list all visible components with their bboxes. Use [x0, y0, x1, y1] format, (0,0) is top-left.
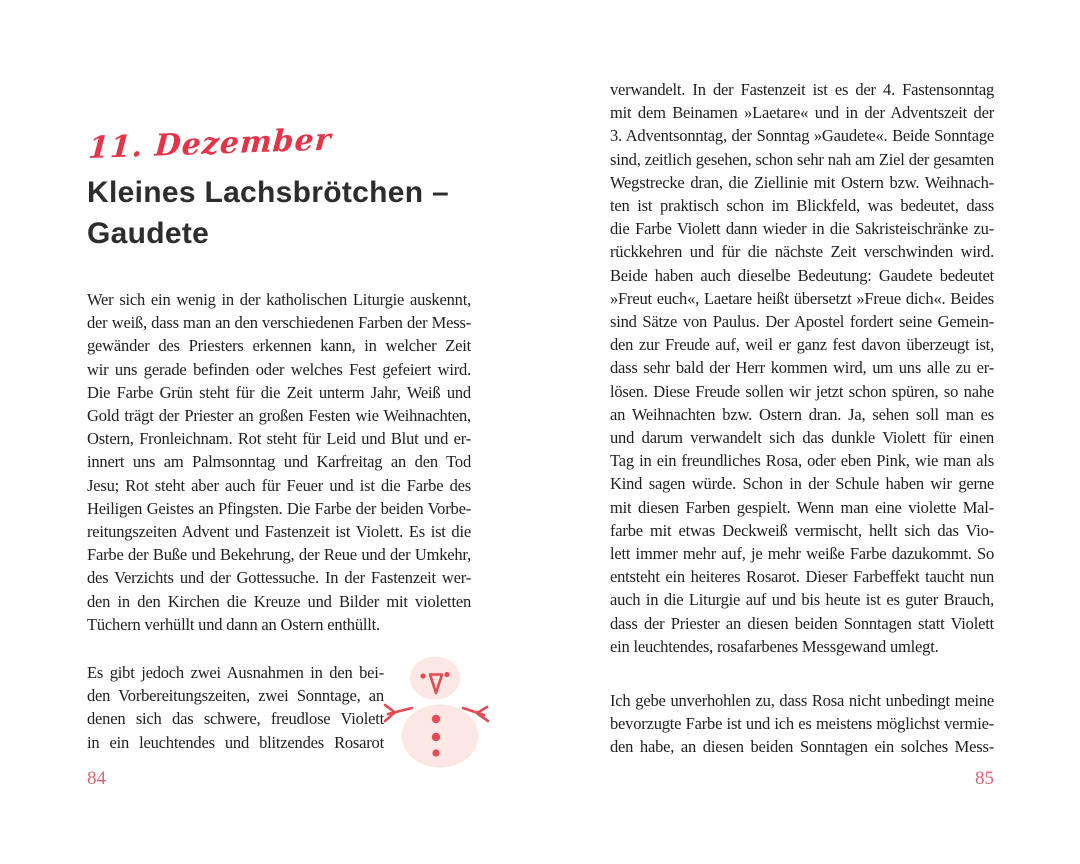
chapter-title-line2: Gaudete [87, 217, 210, 250]
text-line: dass sehr bald der Herr kommen wird, um uns alle zu er- [610, 358, 994, 378]
chapter-date: 11. Dezember [87, 122, 333, 166]
text-line: reitungszeiten Advent und Fastenzeit ist Violett. Es ist die [87, 522, 471, 542]
paragraph [610, 78, 994, 658]
paragraph [87, 288, 471, 636]
text-line: sind, zeitlich gesehen, schon sehr nah am Ziel der gesamten [610, 149, 994, 169]
paragraph [610, 689, 994, 759]
snowman-illustration [381, 641, 509, 777]
text-line: Tag in ein freundliches Rosa, oder eben Pink, wie man als [610, 451, 994, 471]
text-line: der weiß, dass man an den verschiedenen Farben der Mess- [87, 313, 471, 333]
snowman-button-3 [432, 749, 439, 756]
text-line: »Freut euch«, Laetare heißt übersetzt »Freue dich«. Beides [610, 288, 994, 308]
text-line: Wer sich ein wenig in der katholischen Liturgie auskennt, [87, 290, 471, 309]
snowman-eye-left [420, 673, 425, 678]
text-line: Ostern, Fronleichnam. Rot steht für Leid und Blut und er- [87, 429, 471, 449]
text-line: Kind sagen würde. Schon in der Schule haben wir gerne [610, 474, 994, 494]
text-line: den zur Freude auf, weil er ganz fest davon überzeugt ist, [610, 335, 994, 355]
text-line: sind Sätze von Paulus. Der Apostel fordert seine Gemein- [610, 312, 994, 332]
chapter-title [87, 172, 449, 254]
text-line: auch in die Liturgie auf und bis heute ist es guter Brauch, [610, 590, 994, 610]
text-line: Die Farbe Grün steht für die Zeit unterm Jahr, Weiß und [87, 382, 471, 402]
text-line: gewänder des Priesters erkennen kann, in welcher Zeit [87, 336, 471, 356]
text-line: mit diesen Farben gespielt. Wenn man eine violette Mal- [610, 497, 994, 517]
text-line: in ein leuchtendes und blitzendes Rosarot [87, 732, 384, 752]
text-line: lösen. Diese Freude sollen wir jetzt schon spüren, so nahe [610, 381, 994, 401]
text-line: Ich gebe unverhohlen zu, dass Rosa nicht unbedingt meine [610, 691, 994, 710]
text-line: bevorzugte Farbe ist und ich es meistens möglichst vermie- [610, 714, 994, 734]
snowman-eye-right [444, 672, 449, 677]
text-line: innert uns am Palmsonntag und Karfreitag an den Tod [87, 452, 471, 472]
text-line: 3. Adventsonntag, der Sonntag »Gaudete«. Beide Sonntage [610, 126, 994, 146]
text-line: Jesu; Rot steht aber auch für Feuer und ist die Farbe des [87, 475, 471, 495]
text-line: verwandelt. In der Fastenzeit ist es der 4. Fastensonntag [610, 80, 994, 99]
text-line: Heiligen Geistes an Pfingsten. Die Farbe der beiden Vorbe- [87, 498, 471, 518]
text-line: Gold trägt der Priester an großen Festen wie Weihnachten, [87, 406, 471, 426]
text-line: und darum verwandelt sich das dunkle Violett für einen [610, 428, 994, 448]
text-line: farbe mit etwas Deckweiß vermischt, hellt sich das Vio- [610, 520, 994, 540]
text-line: den Vorbereitungszeiten, zwei Sonntage, an [87, 686, 384, 706]
text-line: wir uns gerade befinden oder welches Fest gefeiert wird. [87, 359, 471, 379]
text-line: ten ist praktisch schon im Blickfeld, was bedeutet, dass [610, 196, 994, 216]
snowman-button-2 [432, 733, 440, 741]
page-number-left: 84 [87, 768, 106, 789]
text-line: Es gibt jedoch zwei Ausnahmen in den bei- [87, 663, 384, 682]
text-line: rückkehren und für die nächste Zeit verschwinden wird. [610, 242, 994, 262]
chapter-title-line1: Kleines Lachsbrötchen – [87, 176, 450, 209]
text-line: entsteht ein heiteres Rosarot. Dieser Farbeffekt taucht nun [610, 567, 994, 587]
text-line: ein leuchtendes, rosafarbenes Messgewand umlegt. [610, 636, 939, 656]
text-line: Tüchern verhüllt und dann an Ostern enthüllt. [87, 614, 380, 634]
text-line: lett immer mehr auf, je mehr weiße Farbe dazukommt. So [610, 544, 994, 564]
page-number-right: 85 [975, 768, 994, 789]
paragraph [87, 661, 384, 754]
text-line: Wegstrecke dran, die Ziellinie mit Ostern bzw. Weihnach- [610, 172, 994, 192]
snowman-button-1 [432, 715, 440, 723]
text-line: den habe, an diesen beiden Sonntagen ein solches Mess- [610, 737, 994, 757]
text-line: an Weihnachten bzw. Ostern dran. Ja, sehen soll man es [610, 404, 994, 424]
text-line: den in den Kirchen die Kreuze und Bilder mit violetten [87, 591, 471, 611]
text-line: die Farbe Violett dann wieder in die Sakristeischränke zu- [610, 219, 994, 239]
text-line: Beide haben auch dieselbe Bedeutung: Gaudete bedeutet [610, 265, 994, 285]
text-line: denen sich das schwere, freudlose Violett [87, 709, 384, 729]
text-line: mit dem Beinamen »Laetare« und in der Adventszeit der [610, 103, 994, 123]
text-line: Farbe der Buße und Bekehrung, der Reue und der Umkehr, [87, 545, 471, 565]
text-line: dass der Priester an diesen beiden Sonntagen statt Violett [610, 613, 994, 633]
text-line: des Verzichts und der Gottessuche. In der Fastenzeit wer- [87, 568, 471, 588]
